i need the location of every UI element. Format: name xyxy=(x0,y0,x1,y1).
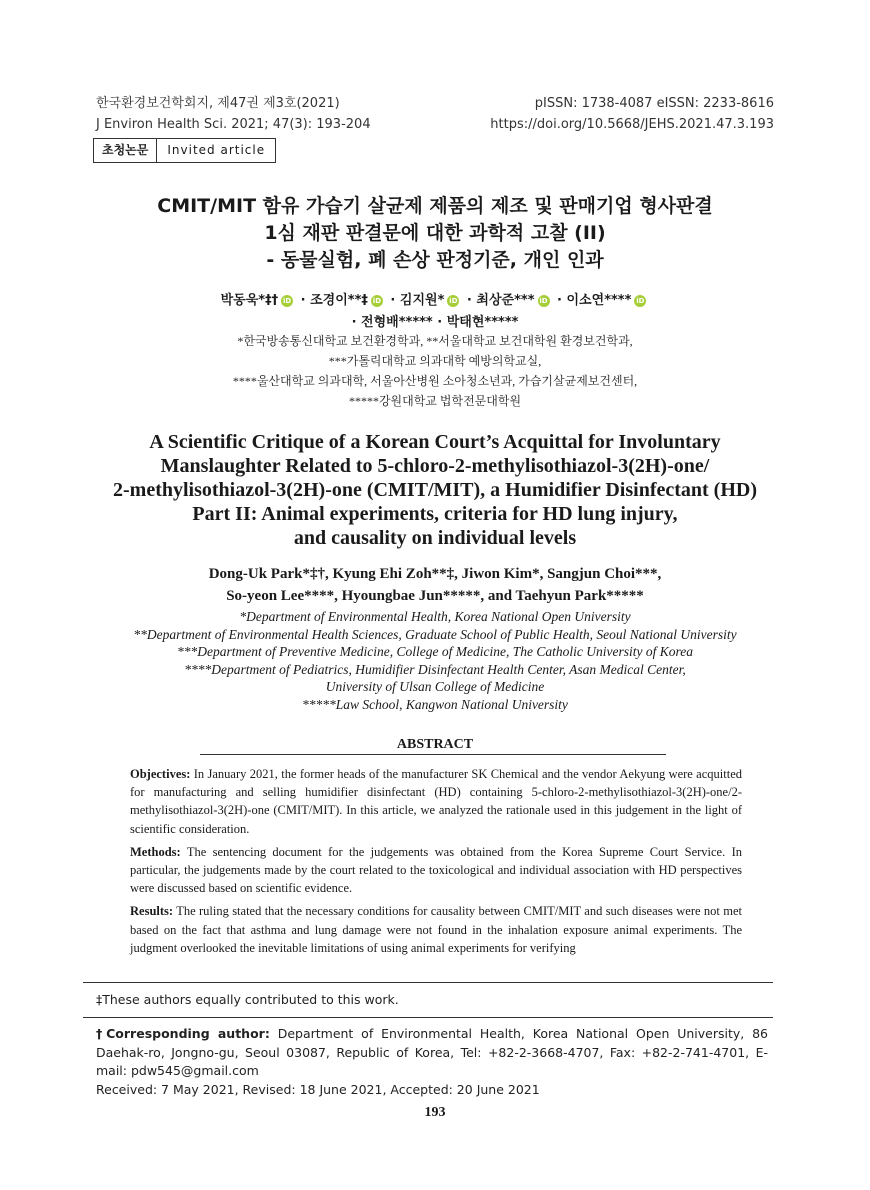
orcid-icon[interactable]: iD xyxy=(449,296,458,305)
section-label: Objectives: xyxy=(130,767,191,781)
author-name: 최상준 xyxy=(476,293,515,308)
author-line: So-yeon Lee****, Hyoungbae Jun*****, and Taehyun Park***** xyxy=(226,588,644,604)
author-name: 이소연 xyxy=(566,293,605,308)
english-affiliations xyxy=(0,608,870,713)
affiliation-line: ***Department of Preventive Medicine, College of Medicine, The Catholic University of Korea xyxy=(177,644,693,659)
journal-en: J Environ Health Sci. 2021; 47(3): 193-204 xyxy=(96,117,371,132)
section-label: Results: xyxy=(130,904,174,919)
korean-title-line: - 동물실험, 폐 손상 판정기준, 개인 인과 xyxy=(266,249,604,271)
author-name: 김지원 xyxy=(399,293,438,308)
affiliation-line: ****울산대학교 의과대학, 서울아산병원 소아청소년과, 가습기살균제보건센터, xyxy=(232,374,638,388)
affiliation-line: *Department of Environmental Health, Korea National Open University xyxy=(239,609,631,624)
section-label: Methods: xyxy=(130,844,181,859)
article-type-badge xyxy=(93,138,276,163)
footnote-divider xyxy=(83,982,773,983)
abstract-paragraph xyxy=(130,843,742,898)
article-type-ko: 초청논문 xyxy=(94,139,157,162)
author-mark: *** xyxy=(514,293,535,308)
korean-title xyxy=(0,193,870,274)
abstract-body xyxy=(130,765,742,962)
corresponding-author-note xyxy=(96,1025,768,1099)
korean-affiliations xyxy=(0,331,870,411)
corresponding-label: †Corresponding author: xyxy=(96,1026,270,1041)
page-number: 193 xyxy=(424,1105,446,1120)
affiliation-line: *****강원대학교 법학전문대학원 xyxy=(348,394,522,408)
equal-contribution-note: ‡These authors equally contributed to this work. xyxy=(96,992,399,1007)
affiliation-line: *****Law School, Kangwon National University xyxy=(302,696,568,712)
english-title-line: Manslaughter Related to 5-chloro-2-methylisothiazol-3(2H)-one/ xyxy=(160,455,710,477)
english-title xyxy=(0,430,870,550)
abstract-paragraph xyxy=(130,765,742,838)
author-mark: **‡ xyxy=(347,293,368,308)
author-name: 전형배 xyxy=(361,315,399,330)
affiliation-line: University of Ulsan College of Medicine xyxy=(325,679,545,694)
article-dates: Received: 7 May 2021, Revised: 18 June 2021, Accepted: 20 June 2021 xyxy=(96,1081,540,1097)
orcid-icon[interactable]: iD xyxy=(283,296,292,305)
abstract-heading: ABSTRACT xyxy=(396,737,474,752)
orcid-icon[interactable]: iD xyxy=(539,296,548,305)
journal-ko: 한국환경보건학회지, 제47권 제3호(2021) xyxy=(96,96,340,111)
affiliation-line: ****Department of Pediatrics, Humidifier Disinfectant Health Center, Asan Medical Center, xyxy=(184,661,686,677)
journal-citation xyxy=(96,93,371,135)
english-title-line: A Scientific Critique of a Korean Court’s Acquittal for Involuntary xyxy=(149,431,721,453)
section-text: In January 2021, the former heads of the manufacturer SK Chemical and the vendor Aekyung were acquitted for manufacturing and selling humidifier disinfectant (HD) containing 5-chloro-2-methylisothiazol-3(2H)-one/2-methylisothiazol-3(2H)-one (CMIT/MIT). In this article, we analyzed the rationale used in this judgement in the light of scientific consideration. xyxy=(130,767,742,836)
author-name: 박태현 xyxy=(446,315,485,330)
author-name: 박동욱 xyxy=(220,293,259,308)
author-name: 조경이 xyxy=(310,293,348,308)
author-mark: * xyxy=(437,293,445,308)
english-title-line: 2-methylisothiazol-3(2H)-one (CMIT/MIT), a Humidifier Disinfectant (HD) xyxy=(113,479,757,501)
issn: pISSN: 1738-4087 eISSN: 2233-8616 xyxy=(534,96,774,111)
article-type-en: Invited article xyxy=(167,143,266,157)
abstract-paragraph xyxy=(130,902,742,957)
journal-identifiers xyxy=(490,93,774,135)
affiliation-line: ***가톨릭대학교 의과대학 예방의학교실, xyxy=(328,354,542,368)
section-text: The sentencing document for the judgements was obtained from the Korea Supreme Court Service. In particular, the judgements made by the court related to the toxicological and individual association with HD perspectives were discussed based on scientific evidence. xyxy=(130,844,742,896)
english-title-line: and causality on individual levels xyxy=(293,527,577,549)
english-authors xyxy=(0,563,870,607)
author-line: Dong-Uk Park*‡†, Kyung Ehi Zoh**‡, Jiwon Kim*, Sangjun Choi***, xyxy=(208,566,662,582)
orcid-icon[interactable]: iD xyxy=(636,296,645,305)
abstract-divider xyxy=(200,754,666,755)
section-text: The ruling stated that the necessary conditions for causality between CMIT/MIT and such diseases were not met based on the fact that asthma and lung damage were not found in the inhalation exposure animal experiments. The judgment overlooked the inevitable limitations of using animal experiments for verifying xyxy=(130,904,742,955)
korean-authors: 박동욱*‡† iD · 조경이**‡ iD · 김지원* iD · 최상준*** iD · 이소연**** iD · 전형배***** · 박태현***** xyxy=(220,293,645,330)
author-mark: *‡† xyxy=(258,293,279,308)
doi-link[interactable]: https://doi.org/10.5668/JEHS.2021.47.3.193 xyxy=(490,117,774,132)
footnote-divider xyxy=(83,1017,773,1018)
orcid-icon[interactable]: iD xyxy=(372,296,382,305)
english-title-line: Part II: Animal experiments, criteria for HD lung injury, xyxy=(192,503,678,525)
affiliation-line: *한국방송통신대학교 보건환경학과, **서울대학교 보건대학원 환경보건학과, xyxy=(237,334,633,348)
korean-title-line: CMIT/MIT 함유 가습기 살균제 제품의 제조 및 판매기업 형사판결 xyxy=(157,195,713,217)
author-mark: ***** xyxy=(484,315,519,330)
affiliation-line: **Department of Environmental Health Sciences, Graduate School of Public Health, Seoul National University xyxy=(133,626,737,642)
korean-title-line: 1심 재판 판결문에 대한 과학적 고찰 (II) xyxy=(264,222,606,244)
corresponding-text: Department of Environmental Health, Korea National Open University, 86 Daehak-ro, Jongno-gu, Seoul 03087, Republic of Korea, Tel: +82-2-3668-4707, Fax: +82-2-741-4701, E-mail: pdw545@gmail.com xyxy=(96,1026,768,1078)
author-mark: ***** xyxy=(398,315,433,330)
author-mark: **** xyxy=(604,293,632,308)
